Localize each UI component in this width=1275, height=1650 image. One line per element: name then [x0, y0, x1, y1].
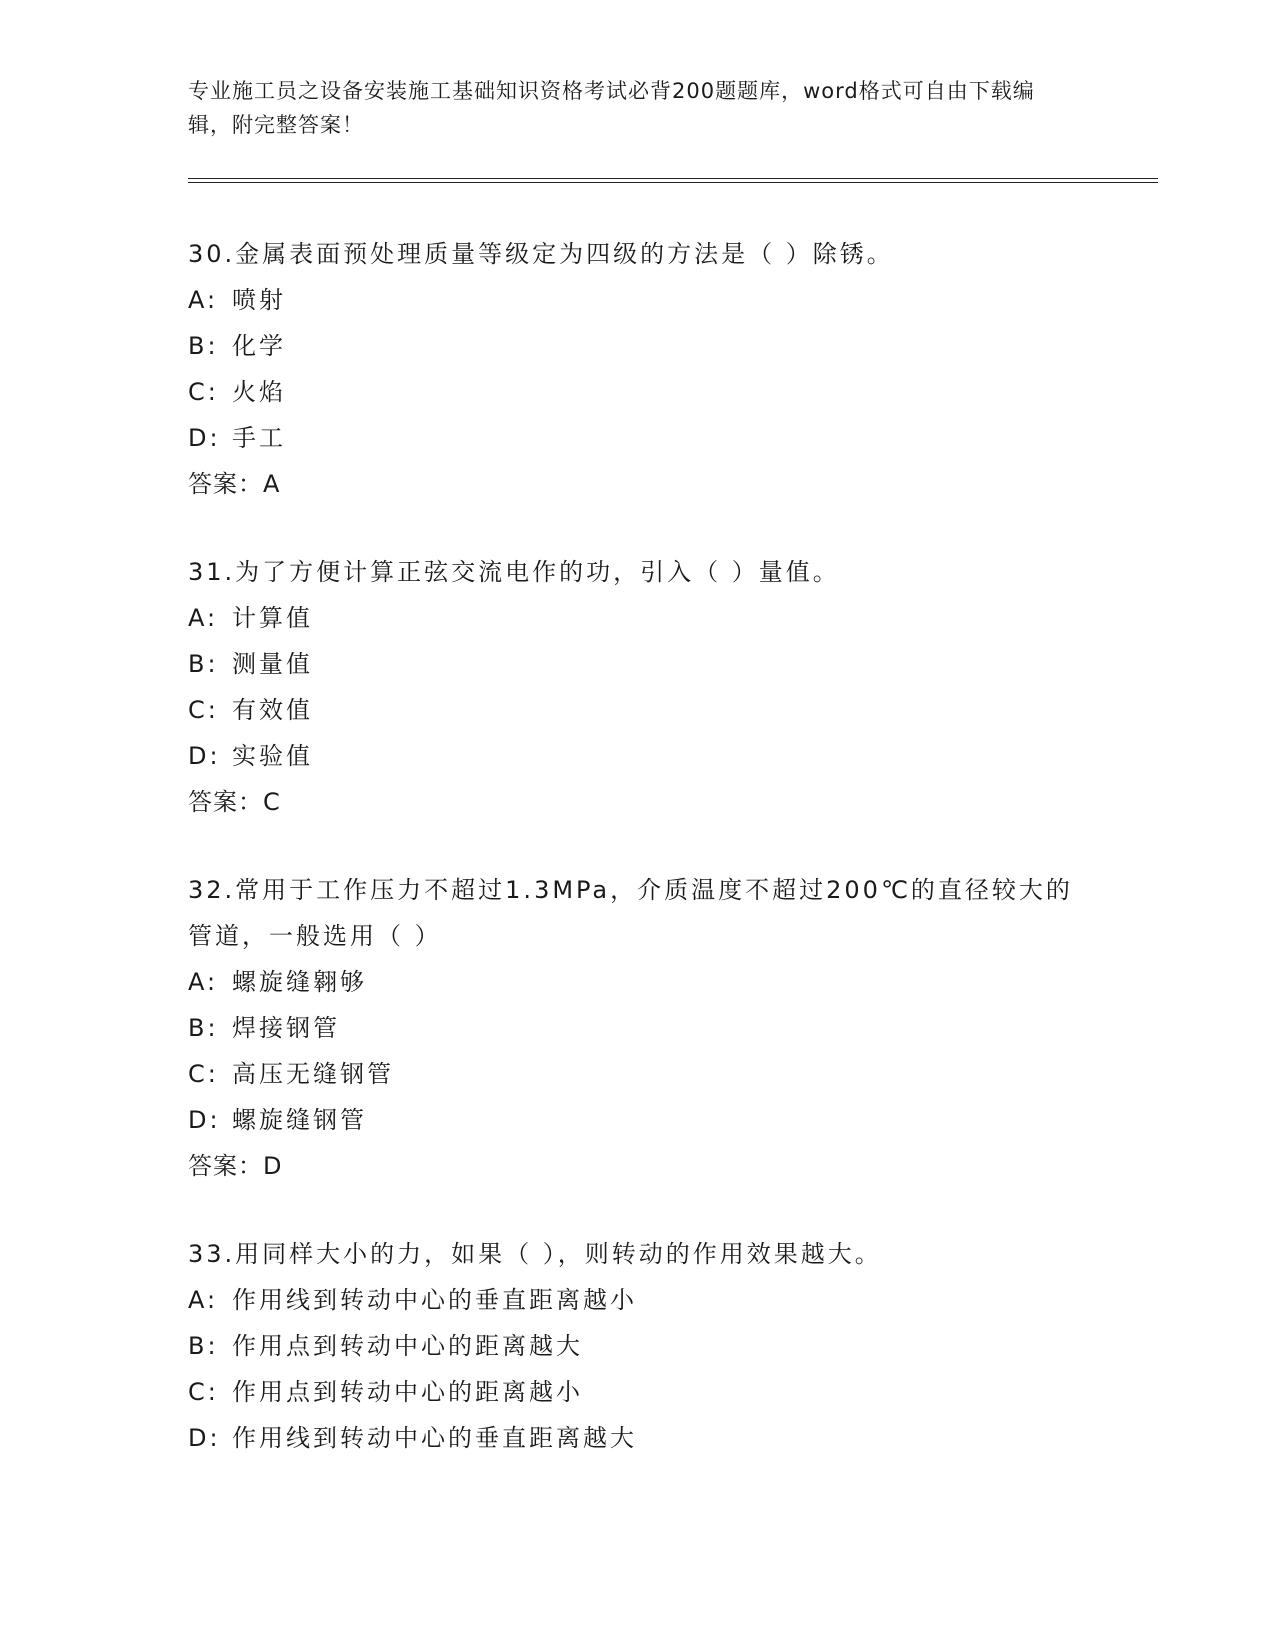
answer-line: 答案：D [188, 1152, 283, 1180]
option-text: 测量值 [232, 650, 313, 678]
question-stem: 33.用同样大小的力，如果（ ），则转动的作用效果越大。 [188, 1240, 882, 1268]
header-double-rule [188, 178, 1158, 183]
question-stem: 31.为了方便计算正弦交流电作的功，引入（ ）量值。 [188, 558, 840, 586]
option-a [188, 1277, 1088, 1323]
option-letter: B: [188, 650, 219, 678]
question-30 [188, 231, 1088, 507]
option-letter: B: [188, 1332, 219, 1360]
option-letter: A: [188, 1286, 219, 1314]
option-c [188, 369, 1088, 415]
question-stem: 30.金属表面预处理质量等级定为四级的方法是（ ）除锈。 [188, 240, 894, 268]
option-text: 螺旋缝翱够 [232, 968, 367, 996]
option-a [188, 277, 1088, 323]
option-text: 螺旋缝钢管 [232, 1106, 367, 1134]
option-d [188, 1097, 1088, 1143]
option-text: 作用线到转动中心的垂直距离越大 [232, 1424, 637, 1452]
option-d [188, 415, 1088, 461]
option-letter: C: [188, 696, 219, 724]
option-text: 作用线到转动中心的垂直距离越小 [232, 1286, 637, 1314]
option-letter: D: [188, 742, 221, 770]
option-letter: D: [188, 424, 221, 452]
document-header: 专业施工员之设备安装施工基础知识资格考试必背200题题库，word格式可自由下载编辑，附完整答案！ [188, 79, 1035, 137]
option-text: 火焰 [232, 378, 286, 406]
option-c [188, 1369, 1088, 1415]
option-letter: A: [188, 604, 219, 632]
option-b [188, 323, 1088, 369]
option-b [188, 1005, 1088, 1051]
question-32 [188, 867, 1088, 1189]
option-letter: B: [188, 1014, 219, 1042]
option-text: 焊接钢管 [232, 1014, 340, 1042]
option-c [188, 687, 1088, 733]
option-text: 实验值 [232, 742, 313, 770]
question-31 [188, 549, 1088, 825]
option-letter: A: [188, 968, 219, 996]
option-letter: C: [188, 378, 219, 406]
option-c [188, 1051, 1088, 1097]
option-letter: D: [188, 1424, 221, 1452]
answer-line: 答案：C [188, 788, 281, 816]
option-letter: C: [188, 1060, 219, 1088]
option-a [188, 595, 1088, 641]
option-a [188, 959, 1088, 1005]
option-text: 手工 [232, 424, 286, 452]
option-text: 高压无缝钢管 [232, 1060, 394, 1088]
option-text: 喷射 [232, 286, 286, 314]
option-letter: B: [188, 332, 219, 360]
option-text: 化学 [232, 332, 286, 360]
option-text: 作用点到转动中心的距离越小 [232, 1378, 583, 1406]
option-b [188, 641, 1088, 687]
option-text: 有效值 [232, 696, 313, 724]
option-letter: D: [188, 1106, 221, 1134]
option-letter: C: [188, 1378, 219, 1406]
option-b [188, 1323, 1088, 1369]
option-letter: A: [188, 286, 219, 314]
option-d [188, 1415, 1088, 1461]
option-d [188, 733, 1088, 779]
question-stem: 32.常用于工作压力不超过1.3MPa，介质温度不超过200℃的直径较大的管道，一般选用（ ） [188, 876, 1073, 950]
option-text: 计算值 [232, 604, 313, 632]
answer-line: 答案：A [188, 470, 281, 498]
option-text: 作用点到转动中心的距离越大 [232, 1332, 583, 1360]
question-33 [188, 1231, 1088, 1461]
